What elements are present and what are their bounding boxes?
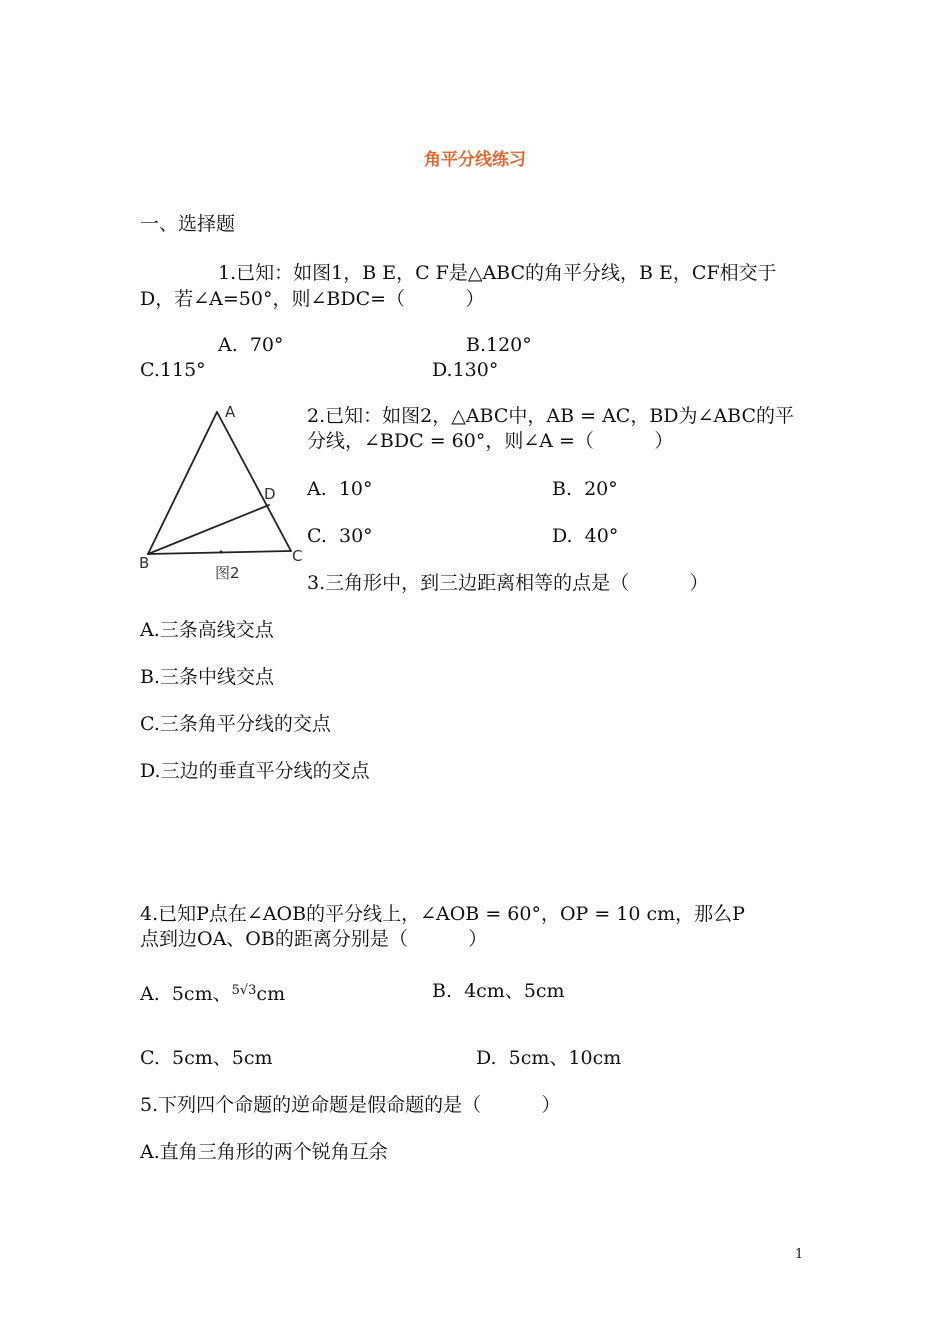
label-a: A: [225, 403, 236, 421]
q3-option-d: D.三边的垂直平分线的交点: [140, 760, 370, 782]
bisector-bd: [148, 505, 269, 554]
q1-option-a: A. 70°: [218, 334, 284, 356]
figure-caption: 图2: [215, 564, 240, 582]
q2-option-a: A. 10°: [307, 478, 373, 500]
label-b: B: [139, 554, 150, 572]
page-title: 角平分线练习: [424, 150, 526, 170]
q1-stem-line1: 1.已知：如图1，B E，C F是△ABC的角平分线，B E，CF相交于: [218, 262, 777, 284]
side-bc: [148, 551, 291, 554]
q4-option-d: D. 5cm、10cm: [476, 1047, 622, 1069]
q3-option-c: C.三条角平分线的交点: [140, 713, 331, 735]
sqrt-expression: 5√3: [231, 983, 257, 998]
q4-option-a-prefix: A. 5cm、: [140, 983, 232, 1005]
base-midpoint-dot: [220, 551, 223, 554]
q5-stem: 5.下列四个命题的逆命题是假命题的是（ ）: [140, 1094, 561, 1116]
side-ac: [217, 412, 291, 551]
q4-stem-line2: 点到边OA、OB的距离分别是（ ）: [140, 928, 488, 950]
q2-option-b: B. 20°: [552, 478, 618, 500]
q2-stem-line2: 分线，∠BDC = 60°，则∠A =（ ）: [307, 430, 674, 452]
page-number: 1: [795, 1247, 804, 1262]
q1-option-d: D.130°: [432, 359, 499, 381]
q2-option-d: D. 40°: [552, 525, 619, 547]
q4-stem-line1: 4.已知P点在∠AOB的平分线上，∠AOB = 60°，OP = 10 cm，那么P: [140, 903, 745, 925]
q4-option-a-unit: cm: [256, 983, 286, 1005]
q3-option-b: B.三条中线交点: [140, 666, 275, 688]
label-c: C: [292, 547, 303, 565]
q4-option-b: B. 4cm、5cm: [432, 980, 565, 1002]
q1-option-b: B.120°: [466, 334, 532, 356]
label-d: D: [264, 485, 276, 503]
q2-stem-line1: 2.已知：如图2，△ABC中，AB = AC，BD为∠ABC的平: [307, 405, 795, 427]
q2-option-c: C. 30°: [307, 525, 373, 547]
section-heading: 一、选择题: [140, 213, 236, 235]
side-ab: [148, 412, 217, 554]
q5-option-a: A.直角三角形的两个锐角互余: [140, 1141, 388, 1163]
q1-option-c: C.115°: [140, 359, 206, 381]
q4-option-a: [140, 979, 285, 1006]
triangle-figure-2: [135, 398, 305, 588]
q4-option-c: C. 5cm、5cm: [140, 1047, 273, 1069]
q1-stem-line2: D，若∠A=50°，则∠BDC=（ ）: [140, 288, 485, 310]
q3-stem: 3.三角形中，到三边距离相等的点是（ ）: [307, 572, 709, 594]
q3-option-a: A.三条高线交点: [140, 619, 274, 641]
